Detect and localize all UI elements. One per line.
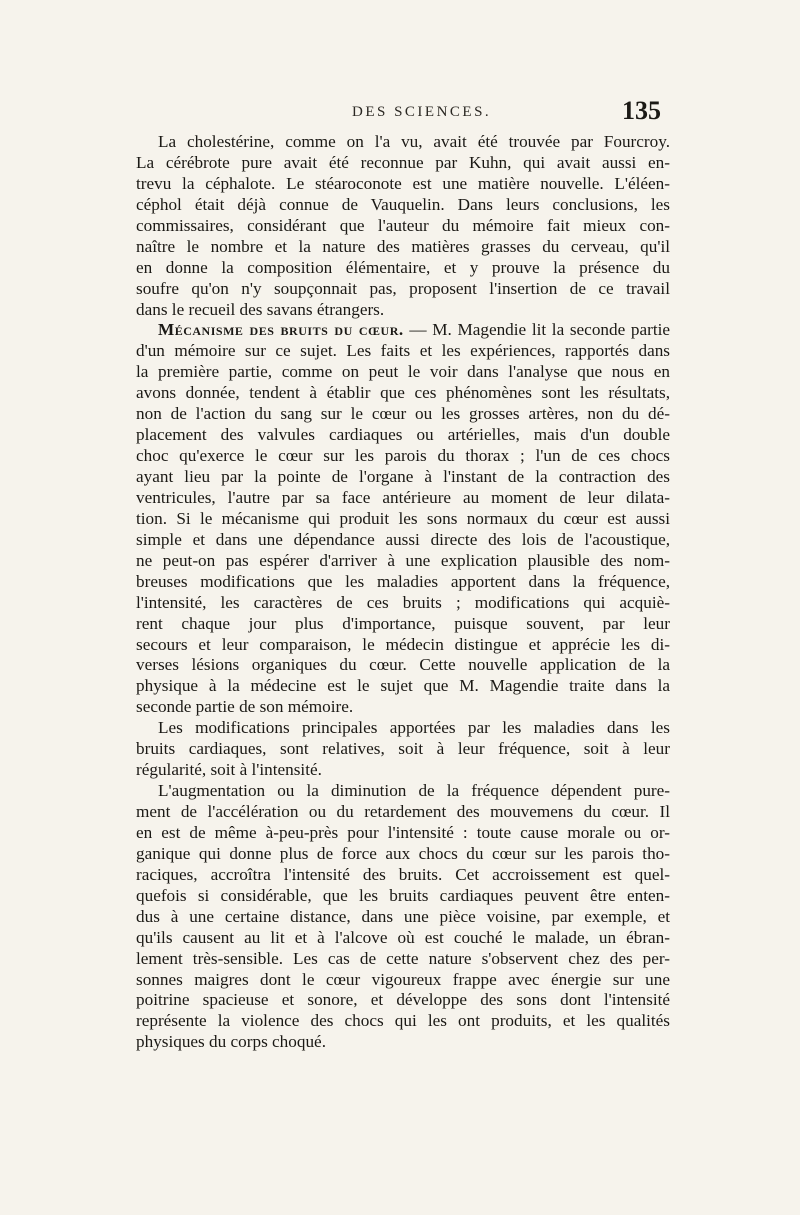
text-line: simple et dans une dépendance aussi directe des lois de l'acoustique, [136,529,670,549]
text-line: placement des valvules cardiaques ou artérielles, mais d'un double [136,425,670,445]
section-heading-line [136,320,670,341]
text-line: quefois si considérable, que les bruits cardiaques peuvent être enten- [136,885,670,905]
text-line: physiques du corps choqué. [136,1032,326,1052]
text-line: soufre qu'on n'y soupçonnait pas, proposent l'insertion de ce travail [136,278,670,298]
text-line: dans le recueil des savans étrangers. [136,299,385,319]
text-line: l'intensité, les caractères de ces bruits ; modifications qui acquiè- [136,592,670,612]
text-line: choc qu'exerce le cœur sur les parois du thorax ; l'un de ces chocs [136,446,670,466]
text-line: ayant lieu par la pointe de l'organe à l'instant de la contraction des [136,467,670,486]
text-line: non de l'action du sang sur le cœur ou les grosses artères, non du dé- [136,404,670,424]
text-line: représente la violence des chocs qui les ont produits, et les qualités [136,1011,670,1031]
text-line: qu'ils causent au lit et à l'alcove où est couché le malade, un ébran- [136,927,670,947]
text-line: ne peut-on pas espérer d'arriver à une explication plausible des nom- [136,550,670,570]
text-line: secours et leur comparaison, le médecin distingue et apprécie les di- [136,634,670,654]
text-line: lement très-sensible. Les cas de cette nature s'observent chez des per- [136,948,670,968]
text-line: Les modifications principales apportées par les maladies dans les [158,718,670,738]
text-line: en est de même à-peu-près pour l'intensité : toute cause morale ou or- [136,822,670,842]
text-line: trevu la céphalote. Le stéaroconote est une matière nouvelle. L'éléen- [136,173,670,193]
text-line: dus à une certaine distance, dans une pièce voisine, par exemple, et [136,906,670,926]
text-line: poitrine spacieuse et sonore, et développe des sons dont l'intensité [136,990,670,1010]
page-number: 135 [622,96,661,125]
text-line: d'un mémoire sur ce sujet. Les faits et les expériences, rapportés dans [136,341,670,361]
text-line: rent chaque jour plus d'importance, puisque souvent, par leur [136,613,670,633]
text-line: verses lésions organiques du cœur. Cette nouvelle application de la [136,655,670,675]
text-line: La cérébrote pure avait été reconnue par Kuhn, qui avait aussi en- [136,152,670,172]
text-line: L'augmentation ou la diminution de la fréquence dépendent pure- [158,781,670,801]
text-line: céphol était déjà connue de Vauquelin. Dans leurs conclusions, les [136,194,670,214]
text-line: physique à la médecine est le sujet que M. Magendie traite dans la [136,676,670,696]
text-line: bruits cardiaques, sont relatives, soit à leur fréquence, soit à leur [136,739,670,759]
section-heading: Mécanisme des bruits du cœur. [158,320,404,340]
text-line: la première partie, comme on peut le voir dans l'analyse que nous en [136,362,670,382]
text-line: commissaires, considérant que l'auteur du mémoire fait mieux con- [136,215,670,235]
text-line: tion. Si le mécanisme qui produit les sons normaux du cœur est aussi [136,508,670,528]
text-line: raciques, accroîtra l'intensité des bruits. Cet accroissement est quel- [136,864,670,884]
text-fragment: — M. Magendie lit la seconde partie [409,320,671,340]
text-line: breuses modifications que les maladies apportent dans la fréquence, [136,571,670,591]
text-line: régularité, soit à l'intensité. [136,760,322,780]
text-line: en donne la composition élémentaire, et y prouve la présence du [136,257,670,277]
text-line: ventricules, l'autre par sa face antérieure au moment de leur dilata- [136,487,670,507]
text-line: avons donnée, tendent à établir que ces phénomènes sont les résultats, [136,383,670,403]
text-line: ment de l'accélération ou du retardement des mouvemens du cœur. Il [136,802,670,821]
body-text [136,132,670,1053]
text-line: ganique qui donne plus de force aux chocs du cœur sur les parois tho- [136,843,670,863]
text-line: La cholestérine, comme on l'a vu, avait été trouvée par Fourcroy. [158,132,670,151]
text-line: seconde partie de son mémoire. [136,697,354,717]
running-head: DES SCIENCES. [352,104,492,120]
text-line: sonnes maigres dont le cœur vigoureux frappe avec énergie sur une [136,969,670,989]
text-line: naître le nombre et la nature des matières grasses du cerveau, qu'il [136,236,670,256]
